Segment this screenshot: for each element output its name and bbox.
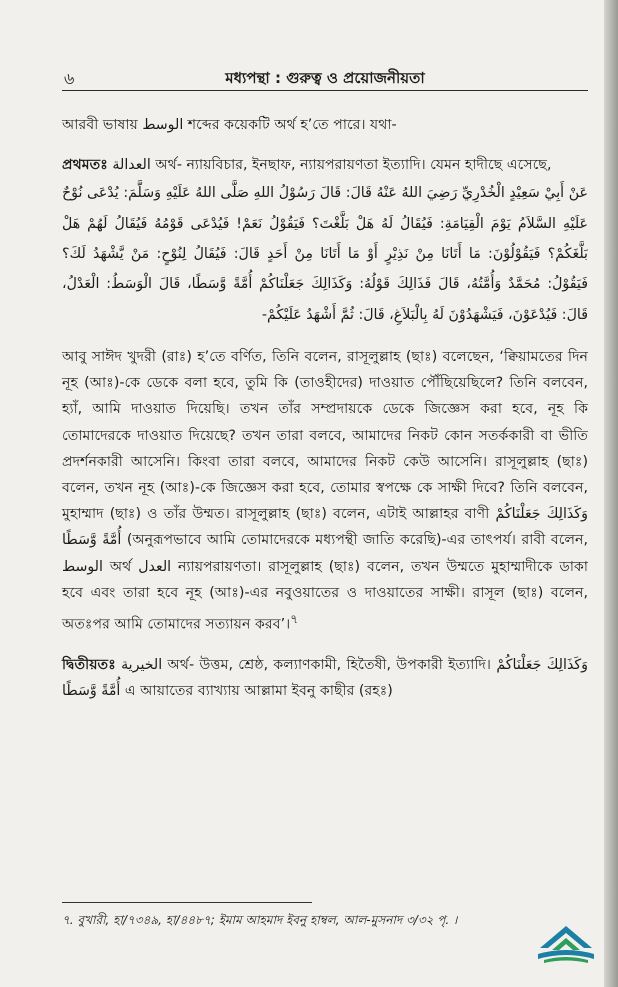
- publisher-logo-icon: [534, 920, 598, 968]
- first-meaning-paragraph: [62, 152, 588, 178]
- verse-arabic-inline: وَكَذَالِكَ جَعَلْنَاكُمْ أُمَّةً وَّسَطًا: [62, 506, 588, 549]
- second-verse-arabic: وَكَذَالِكَ جَعَلْنَاكُمْ أُمَّةً وَّسَطًا: [62, 656, 588, 700]
- translation-part-1: আবু সাঈদ খুদরী (রাঃ) হ’তে বর্ণিত, তিনি বলেন, রাসূলুল্লাহ (ছাঃ) বলেছেন, ‘ক্বিয়ামতের দিন নূহ (আঃ)-কে ডেকে বলা হবে, তুমি কি (তাওহীদের) দাওয়াত পৌঁছিয়েছিলে? তিনি বলবেন, হ্যাঁ, আমি দাওয়াত দিয়েছি। তখন তাঁর সম্প্রদায়কে ডেকে জিজ্ঞেস করা হবে, নূহ কি তোমাদেরকে দাওয়াত দিয়েছে? তখন তারা বলবে, আমাদের নিকট কোন সতর্ককারী বা ভীতি প্রদর্শনকারী আসেনি। কিংবা তারা বলবে, আমাদের নিকট কেউ আসেনি। রাসূলুল্লাহ (ছাঃ) বলেন, তখন নূহ (আঃ)-কে জিজ্ঞেস করা হবে, তোমার স্বপক্ষে কে সাক্ষী দিবে? তিনি বলবেন, মুহাম্মাদ (ছাঃ) ও তাঁর উম্মত। রাসূলুল্লাহ (ছাঃ) বলেন, এটাই আল্লাহর বাণী: [62, 348, 588, 523]
- translation-part-4: ন্যায়পরায়ণতা। রাসূলুল্লাহ (ছাঃ) বলেন, তখন উম্মতে মুহাম্মাদীকে ডাকা হবে এবং তারা হবে নূহ (আঃ)-এর নবুওয়াতের ও দাওয়াতের সাক্ষী। রাসূল (ছাঃ) বলেন, অতঃপর আমি তোমাদের সত্যায়ন করব’।: [62, 558, 588, 633]
- translation-part-2: (অনুরূপভাবে আমি তোমাদেরকে মধ্যপন্থী জাতি করেছি)-এর তাৎপর্য। রাবী বলেন,: [121, 532, 588, 549]
- arabic-term-khayriyya: الخيرية: [121, 656, 163, 673]
- arabic-term-wasat: الوسط: [142, 117, 184, 133]
- intro-before: আরবী ভাষায়: [62, 117, 143, 133]
- second-meaning-text-2: এ আয়াতের ব্যাখ্যায় আল্লামা ইবনু কাছীর (রহঃ): [120, 683, 393, 700]
- second-meaning-text: অর্থ- উত্তম, শ্রেষ্ঠ, কল্যাণকামী, হিতৈষী, উপকারী ইত্যাদি।: [162, 656, 497, 673]
- footnote-divider: [62, 902, 312, 903]
- page-edge-shadow: [604, 0, 618, 987]
- second-meaning-paragraph: [62, 652, 588, 704]
- arabic-term-adala: العدالة: [112, 157, 151, 174]
- first-meaning-text: অর্থ- ন্যায়বিচার, ইনছাফ, ন্যায়পরায়ণতা ইত্যাদি। যেমন হাদীছে এসেছে,: [150, 157, 552, 174]
- page-header: [62, 66, 588, 91]
- intro-after: শব্দের কয়েকটি অর্থ হ’তে পারে। যথা-: [183, 117, 397, 133]
- hadith-arabic-text: عَنْ أَبِيْ سَعِيْدٍ الْخُدْرِيِّ رَضِيَ اللهُ عَنْهُ قَالَ: قَالَ رَسُوْلُ اللهِ صَلَّى اللهُ عَلَيْهِ وَسَلَّمَ: يُدْعَى نُوْحٌ عَلَيْهِ السَّلاَمُ يَوْمَ الْقِيَامَةِ: فَيُقَالُ لَهُ هَلْ بَلَّغْتَ؟ فَيَقُوْلُ نَعَمْ! فَيُدْعَى قَوْمُهُ فَيُقَالُ لَهُمْ هَلْ بَلَّغَكُمْ؟ فَيَقُوْلُوْنَ: مَا أَتَانَا مِنْ نَذِيْرٍ أَوْ مَا أَتَانَا مِنْ أَحَدٍ قَالَ: فَيُقَالُ لِنُوْحٍ: مَنْ يَّشْهَدُ لَكَ؟ فَيَقُوْلُ: مُحَمَّدٌ وَأُمَّتُهُ، قَالَ فَذَالِكَ قَوْلُهُ: وَكَذَالِكَ جَعَلْنَاكُمْ أُمَّةً وَّسَطًا، قَالَ الْوَسَطُ: الْعَدْلُ، قَالَ: فَيُدْعَوْنَ، فَيَشْهَدُوْنَ لَهُ بِالْبَلاَغِ، قَالَ: ثُمَّ أَشْهَدُ عَلَيْكُمْ-: [62, 185, 588, 323]
- first-meaning-lead: প্রথমতঃ: [62, 157, 108, 174]
- footnote: ৭. বুখারী, হা/৭৩৪৯, হা/৪৪৮৭; ইমাম আহমাদ ইবনু হাম্বল, আল-মুসনাদ ৩/৩২ পৃ. ।: [62, 913, 458, 927]
- footnote-reference: ৭: [290, 611, 298, 626]
- page-number: ৬: [64, 69, 75, 88]
- term-adl-inline: العدل: [138, 558, 172, 575]
- translation-paragraph: [62, 344, 588, 638]
- second-meaning-lead: দ্বিতীয়তঃ: [62, 656, 116, 673]
- intro-paragraph: [62, 112, 588, 138]
- body-text: [62, 112, 588, 704]
- running-head: মধ্যপন্থা : গুরুত্ব ও প্রয়োজনীয়তা: [225, 69, 425, 87]
- term-wasat-inline: الوسط: [62, 558, 103, 575]
- translation-part-3: অর্থ: [102, 558, 139, 575]
